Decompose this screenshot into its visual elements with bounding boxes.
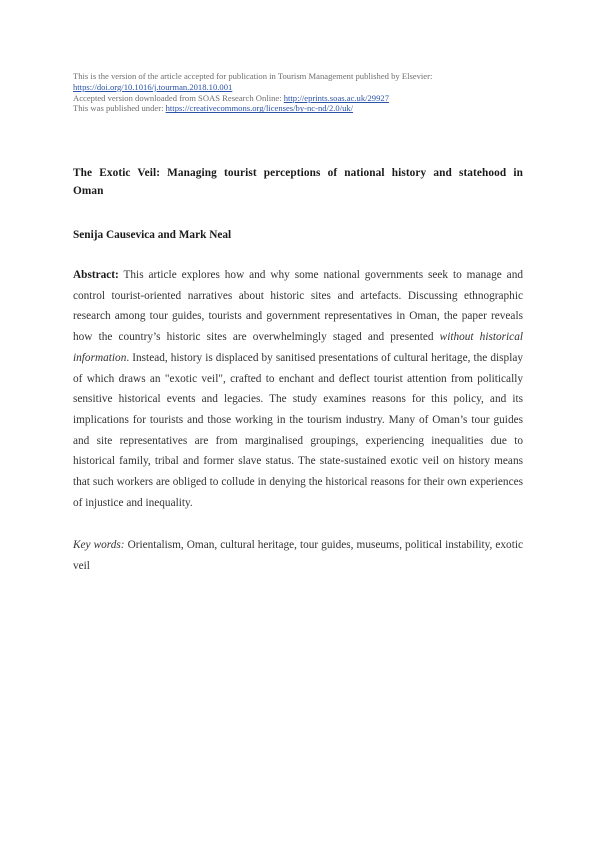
article-title: The Exotic Veil: Managing tourist perceptions of national history and statehood in Oman — [73, 167, 523, 197]
keywords-label: Key words: — [73, 539, 125, 551]
abstract — [73, 265, 523, 513]
eprints-prefix: Accepted version downloaded from SOAS Research Online: — [73, 92, 284, 103]
keywords-text: Orientalism, Oman, cultural heritage, tour guides, museums, political instability, exotic veil — [73, 539, 523, 572]
abstract-label: Abstract: — [73, 269, 119, 281]
license-prefix: This was published under: — [73, 103, 166, 114]
abstract-text-end: . Instead, history is displaced by sanitised presentations of cultural heritage, the display of which draws an "exotic veil", crafted to enchant and deflect tourist attention from politically sensitive historical events and legacies. The study examines reasons for this policy, and its implications for tourists and those working in the tourism industry. Many of Oman’s tour guides and site representatives are from marginalised groupings, experiencing inequalities due to historical family, tribal and former slave status. The state-sustained exotic veil on history means that such workers are obliged to collude in denying the historical reasons for their own experiences of injustice and inequality. — [73, 351, 523, 509]
keywords — [73, 535, 523, 576]
license-link[interactable]: https://creativecommons.org/licenses/by-nc-nd/2.0/uk/ — [165, 103, 354, 114]
doi-link[interactable]: https://doi.org/10.1016/j.tourman.2018.10.001 — [73, 81, 233, 92]
publication-notice — [73, 71, 533, 114]
publication-notice-line: This is the version of the article accepted for publication in Tourism Management published by Elsevier: — [73, 71, 433, 81]
eprints-link[interactable]: http://eprints.soas.ac.uk/29927 — [283, 92, 389, 103]
article-authors: Senija Causevica and Mark Neal — [73, 229, 232, 241]
eprints-line — [73, 93, 533, 104]
doi-line — [73, 82, 533, 93]
abstract-emphasis: without historical information — [73, 331, 523, 364]
license-line — [73, 103, 533, 114]
abstract-text-start: This article explores how and why some national governments seek to manage and control tourist-oriented narratives about historic sites and artefacts. Discussing ethnographic research among tour guides, tourists and government representatives in Oman, the paper reveals how the country’s historic sites are overwhelmingly staged and presented — [73, 269, 523, 344]
